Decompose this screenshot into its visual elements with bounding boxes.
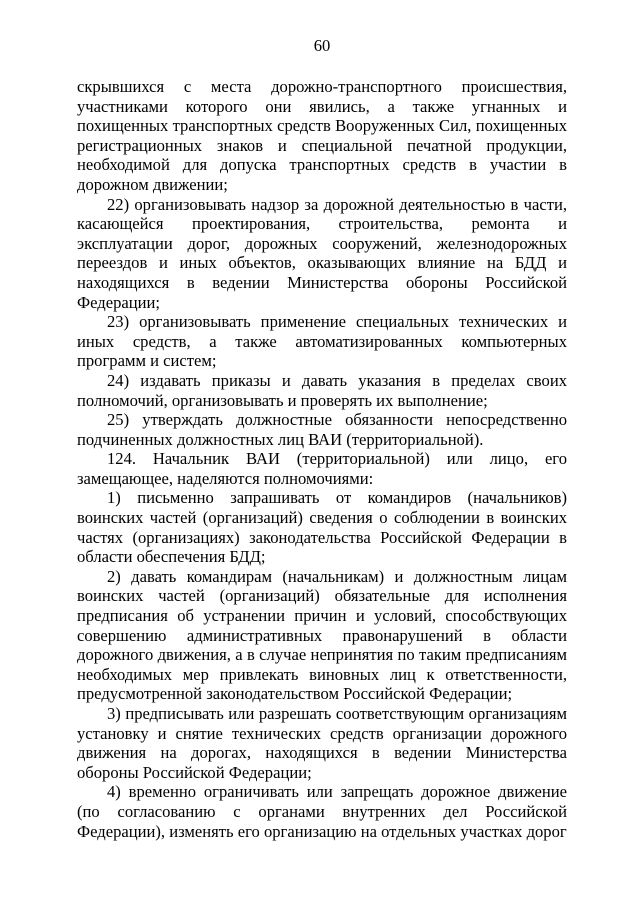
body-text xyxy=(77,77,567,841)
paragraph: 25) утверждать должностные обязанности непосредственно подчиненных должностных лиц ВАИ (территориальной). xyxy=(77,410,567,449)
paragraph: 1) письменно запрашивать от командиров (начальников) воинских частей (организаций) сведения о соблюдении в воинских частях (организациях) законодательства Российской Федерации в области обеспечения БДД; xyxy=(77,488,567,567)
paragraph: 124. Начальник ВАИ (территориальной) или лицо, его замещающее, наделяются полномочиями: xyxy=(77,449,567,488)
paragraph: 3) предписывать или разрешать соответствующим организациям установку и снятие технических средств организации дорожного движения на дорогах, находящихся в ведении Министерства обороны Российской Федерации; xyxy=(77,704,567,782)
page-number: 60 xyxy=(313,36,331,55)
paragraph: 23) организовывать применение специальных технических и иных средств, а также автоматизированных компьютерных программ и систем; xyxy=(77,312,567,371)
paragraph: 22) организовывать надзор за дорожной деятельностью в части, касающейся проектирования, строительства, ремонта и эксплуатации дорог, дорожных сооружений, железнодорожных переездов и иных объектов, оказывающих влияние на БДД и находящихся в ведении Министерства обороны Российской Федерации; xyxy=(77,194,567,312)
paragraph: 2) давать командирам (начальникам) и должностным лицам воинских частей (организаций) обязательные для исполнения предписания об устранении причин и условий, способствующих совершению административных правонарушений в области дорожного движения, а в случае непринятия по таким предписаниям необходимых мер привлекать виновных лиц к ответственности, предусмотренной законодательством Российской Федерации; xyxy=(77,566,567,704)
paragraph: 4) временно ограничивать или запрещать дорожное движение (по согласованию с органами внутренних дел Российской Федерации), изменять его организацию на отдельных участках дорог xyxy=(77,782,567,841)
paragraph: 24) издавать приказы и давать указания в пределах своих полномочий, организовывать и проверять их выполнение; xyxy=(77,370,567,410)
paragraph: скрывшихся с места дорожно-транспортного происшествия, участниками которого они явились, а также угнанных и похищенных транспортных средств Вооруженных Сил, похищенных регистрационных знаков и специальной печатной продукции, необходимой для допуска транспортных средств в участии в дорожном движении; xyxy=(77,77,567,194)
